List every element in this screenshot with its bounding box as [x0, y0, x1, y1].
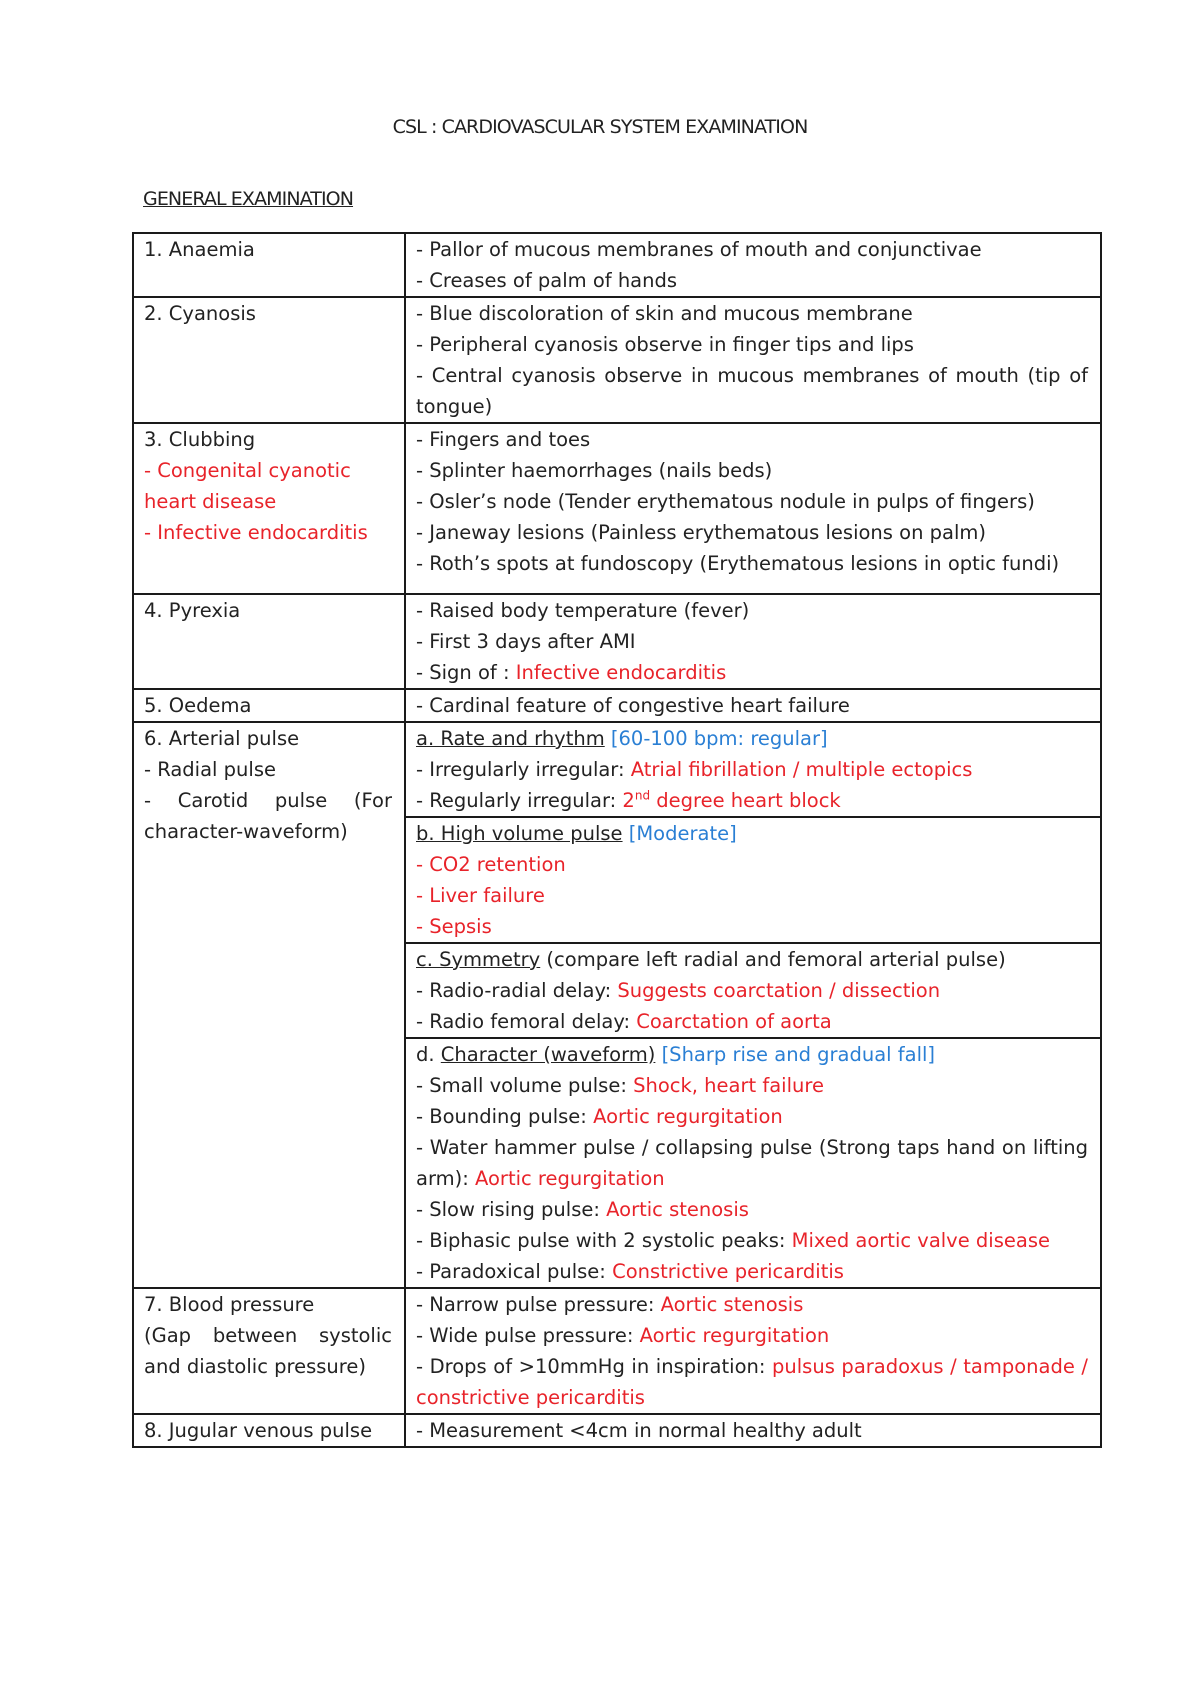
sign-label-cell [133, 1288, 405, 1414]
sign-label: 1. Anaemia [144, 238, 255, 261]
detail-value: pulsus paradoxus / tamponade / constrictive pericarditis [416, 1355, 1088, 1409]
cause-prefix: - [144, 459, 158, 482]
detail-line [416, 1132, 1088, 1194]
detail-line [416, 1006, 1088, 1037]
detail-prefix: - Small volume pulse: [416, 1074, 634, 1097]
detail-line [416, 1070, 1088, 1101]
detail-line [416, 657, 1088, 688]
detail-value: Aortic stenosis [660, 1293, 804, 1316]
clubbing-cause [144, 455, 392, 517]
detail-line: - Osler’s node (Tender erythematous nodule in pulps of fingers) [416, 490, 1035, 513]
detail-line [416, 1101, 1088, 1132]
detail-prefix: - Narrow pulse pressure: [416, 1293, 661, 1316]
detail-prefix: - Sign of : [416, 661, 516, 684]
sign-label: 5. Oedema [144, 694, 252, 717]
detail-prefix: - Biphasic pulse with 2 systolic peaks: [416, 1229, 792, 1252]
detail-prefix: - Paradoxical pulse: [416, 1260, 613, 1283]
table-row-oedema [133, 689, 1101, 722]
detail-line: - Creases of palm of hands [416, 269, 678, 292]
detail-line: - Measurement <4cm in normal healthy adult [416, 1419, 862, 1442]
detail-line [416, 1194, 1088, 1225]
subsection-note: [Sharp rise and gradual fall] [661, 1043, 936, 1066]
detail-value: Suggests coarctation / dissection [617, 979, 941, 1002]
subsection-title: a. Rate and rhythm [416, 727, 605, 750]
subsection-title: Character (waveform) [440, 1043, 656, 1066]
table-row-clubbing [133, 423, 1101, 594]
detail-prefix: - Irregularly irregular: [416, 758, 631, 781]
cause-text: Congenital cyanotic heart disease [144, 459, 351, 513]
detail-line: - Splinter haemorrhages (nails beds) [416, 459, 773, 482]
table-row-arterial-pulse-rate [133, 722, 1101, 817]
detail-line [416, 1289, 1088, 1320]
detail-value [622, 789, 840, 812]
detail-line [416, 1320, 1088, 1351]
detail-line: - Pallor of mucous membranes of mouth and conjunctivae [416, 238, 982, 261]
sign-detail-cell [405, 423, 1101, 594]
subsection-note: [60-100 bpm: regular] [610, 727, 828, 750]
sign-label: 2. Cyanosis [144, 302, 256, 325]
section-heading: GENERAL EXAMINATION [143, 188, 354, 210]
ordinal-rest: degree heart block [650, 789, 841, 812]
detail-value: Aortic regurgitation [475, 1167, 665, 1190]
sign-label-cell [133, 423, 405, 594]
subsection-note: (compare left radial and femoral arterial pulse) [540, 948, 1006, 971]
detail-prefix: - Water hammer pulse / collapsing pulse (Strong taps hand on lifting arm): [416, 1136, 1088, 1190]
table-row-jvp [133, 1414, 1101, 1447]
detail-line: - Blue discoloration of skin and mucous membrane [416, 302, 913, 325]
detail-line: - Sepsis [416, 915, 492, 938]
subsection-heading [416, 723, 1088, 754]
detail-prefix: - Radio-radial delay: [416, 979, 618, 1002]
detail-prefix: - Drops of >10mmHg in inspiration: [416, 1355, 773, 1378]
sign-label-cell [133, 1414, 405, 1447]
ordinal-number: 2 [622, 789, 635, 812]
detail-value: Coarctation of aorta [636, 1010, 832, 1033]
detail-line: - Fingers and toes [416, 428, 591, 451]
table-row-anaemia [133, 233, 1101, 297]
detail-line: - Roth’s spots at fundoscopy (Erythematous lesions in optic fundi) [416, 552, 1060, 575]
sign-detail-cell [405, 943, 1101, 1038]
detail-line: - Liver failure [416, 884, 545, 907]
subsection-heading [416, 818, 1088, 849]
detail-line: - Raised body temperature (fever) [416, 599, 750, 622]
detail-value: Aortic regurgitation [639, 1324, 830, 1347]
sign-label: 7. Blood pressure [144, 1293, 315, 1316]
subsection-heading [416, 944, 1088, 975]
subsection-prefix: d. [416, 1043, 441, 1066]
subsection-note: [Moderate] [628, 822, 737, 845]
detail-line: - Cardinal feature of congestive heart failure [416, 694, 850, 717]
detail-value: Mixed aortic valve disease [791, 1229, 1050, 1252]
detail-line: - Peripheral cyanosis observe in finger tips and lips [416, 333, 914, 356]
sign-detail-cell [405, 689, 1101, 722]
detail-value: Constrictive pericarditis [612, 1260, 844, 1283]
sign-label-cell [133, 233, 405, 297]
subsection-title: b. High volume pulse [416, 822, 623, 845]
detail-value: Shock, heart failure [633, 1074, 824, 1097]
table-row-cyanosis [133, 297, 1101, 423]
sign-label: 3. Clubbing [144, 428, 256, 451]
detail-value: Atrial fibrillation / multiple ectopics [630, 758, 973, 781]
sign-sublabel: - Carotid pulse (For character-waveform) [144, 789, 392, 843]
detail-prefix: - Wide pulse pressure: [416, 1324, 640, 1347]
sign-label-cell [133, 689, 405, 722]
sign-label: 4. Pyrexia [144, 599, 241, 622]
sign-detail-cell [405, 1038, 1101, 1288]
sign-detail-cell [405, 297, 1101, 423]
detail-line [416, 1225, 1088, 1256]
detail-prefix: - Bounding pulse: [416, 1105, 594, 1128]
sign-detail-cell [405, 594, 1101, 689]
detail-line [416, 1351, 1088, 1413]
subsection-heading [416, 1039, 1088, 1070]
detail-line [416, 975, 1088, 1006]
detail-line: - First 3 days after AMI [416, 630, 636, 653]
sign-label: 6. Arterial pulse [144, 727, 300, 750]
sign-label: 8. Jugular venous pulse [144, 1419, 373, 1442]
detail-value: Aortic regurgitation [593, 1105, 783, 1128]
sign-detail-cell [405, 817, 1101, 943]
detail-prefix: - Slow rising pulse: [416, 1198, 607, 1221]
sign-sublabel: - Radial pulse [144, 758, 276, 781]
ordinal-suffix: nd [634, 788, 651, 803]
sign-detail-cell [405, 233, 1101, 297]
detail-line [416, 754, 1088, 785]
sign-sublabel: (Gap between systolic and diastolic pressure) [144, 1324, 392, 1378]
detail-line: - Central cyanosis observe in mucous membranes of mouth (tip of tongue) [416, 364, 1088, 418]
sign-detail-cell [405, 722, 1101, 817]
detail-line: - Janeway lesions (Painless erythematous lesions on palm) [416, 521, 986, 544]
sign-detail-cell [405, 1414, 1101, 1447]
detail-prefix: - Radio femoral delay: [416, 1010, 637, 1033]
detail-line [416, 785, 1088, 816]
detail-line: - CO2 retention [416, 853, 566, 876]
page-title: CSL : CARDIOVASCULAR SYSTEM EXAMINATION [392, 116, 808, 138]
sign-label-cell [133, 722, 405, 1288]
sign-detail-cell [405, 1288, 1101, 1414]
subsection-title: c. Symmetry [416, 948, 541, 971]
detail-value: Aortic stenosis [606, 1198, 749, 1221]
detail-line [416, 1256, 1088, 1287]
detail-prefix: - Regularly irregular: [416, 789, 623, 812]
sign-label-cell [133, 297, 405, 423]
general-examination-table [132, 232, 1102, 1448]
detail-value: Infective endocarditis [515, 661, 727, 684]
sign-label-cell [133, 594, 405, 689]
table-row-blood-pressure [133, 1288, 1101, 1414]
clubbing-cause: - Infective endocarditis [144, 521, 368, 544]
table-row-pyrexia [133, 594, 1101, 689]
